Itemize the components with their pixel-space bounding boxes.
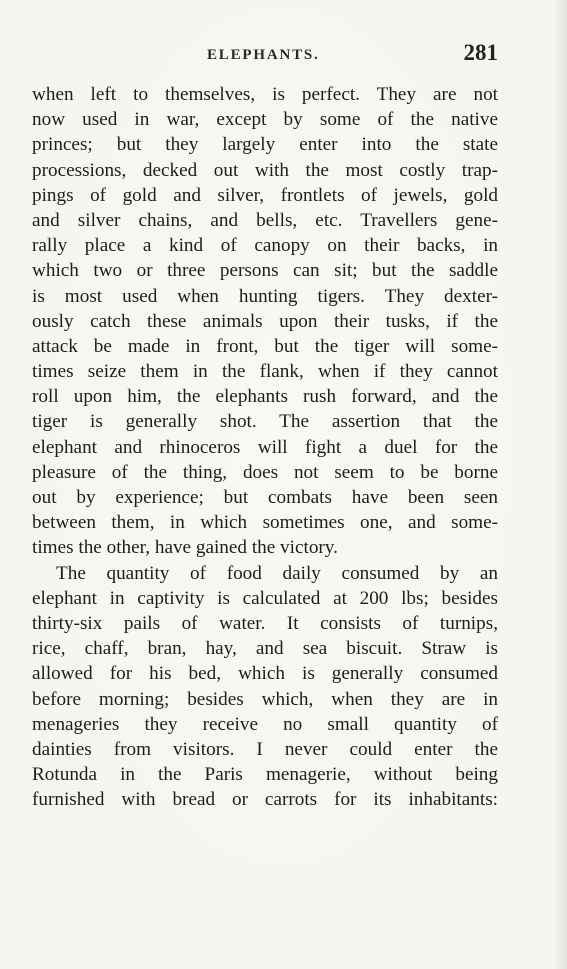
text-line: processions, decked out with the most costly trap- <box>32 159 498 181</box>
text-line: tiger is generally shot. The assertion that the <box>32 411 498 433</box>
text-line: before morning; besides which, when they are in <box>32 688 498 710</box>
text-line: times the other, have gained the victory. <box>32 537 338 559</box>
text-line: now used in war, except by some of the native <box>32 109 498 131</box>
text-line: dainties from visitors. I never could enter the <box>32 738 498 760</box>
text-line: when left to themselves, is perfect. They are not <box>32 84 498 105</box>
body-text <box>32 82 498 812</box>
text-line: attack be made in front, but the tiger will some- <box>32 335 498 357</box>
text-line: allowed for his bed, which is generally consumed <box>32 663 498 685</box>
text-line: and silver chains, and bells, etc. Travellers gene- <box>32 209 498 231</box>
paragraph-2 <box>32 561 498 813</box>
text-line: which two or three persons can sit; but the saddle <box>32 260 498 282</box>
text-line: ously catch these animals upon their tusks, if the <box>32 310 498 332</box>
text-line: pleasure of the thing, does not seem to be borne <box>32 461 498 483</box>
text-line: times seize them in the flank, when if they cannot <box>32 361 498 383</box>
text-line: The quantity of food daily consumed by an <box>56 562 498 584</box>
text-line: Rotunda in the Paris menagerie, without being <box>32 764 498 786</box>
page-edge-shadow <box>553 0 567 969</box>
page-number: 281 <box>463 40 498 65</box>
text-line: rally place a kind of canopy on their backs, in <box>32 235 498 257</box>
text-line: between them, in which sometimes one, and some- <box>32 512 498 534</box>
running-head <box>32 40 498 68</box>
chapter-title: ELEPHANTS. <box>207 47 320 63</box>
text-line: elephant and rhinoceros will fight a duel for the <box>32 436 498 458</box>
text-line: out by experience; but combats have been seen <box>32 487 498 508</box>
text-line: roll upon him, the elephants rush forward, and the <box>32 386 498 408</box>
text-line: princes; but they largely enter into the state <box>32 134 498 156</box>
text-line: pings of gold and silver, frontlets of jewels, gold <box>32 184 498 206</box>
text-line: rice, chaff, bran, hay, and sea biscuit. Straw is <box>32 638 498 660</box>
text-line: elephant in captivity is calculated at 200 lbs; besides <box>32 587 498 609</box>
text-line: is most used when hunting tigers. They dexter- <box>32 285 498 307</box>
text-line: menageries they receive no small quantity of <box>32 713 498 735</box>
paragraph-1 <box>32 82 498 561</box>
text-line: thirty-six pails of water. It consists of turnips, <box>32 612 498 634</box>
text-line: furnished with bread or carrots for its inhabitants: <box>32 789 498 811</box>
